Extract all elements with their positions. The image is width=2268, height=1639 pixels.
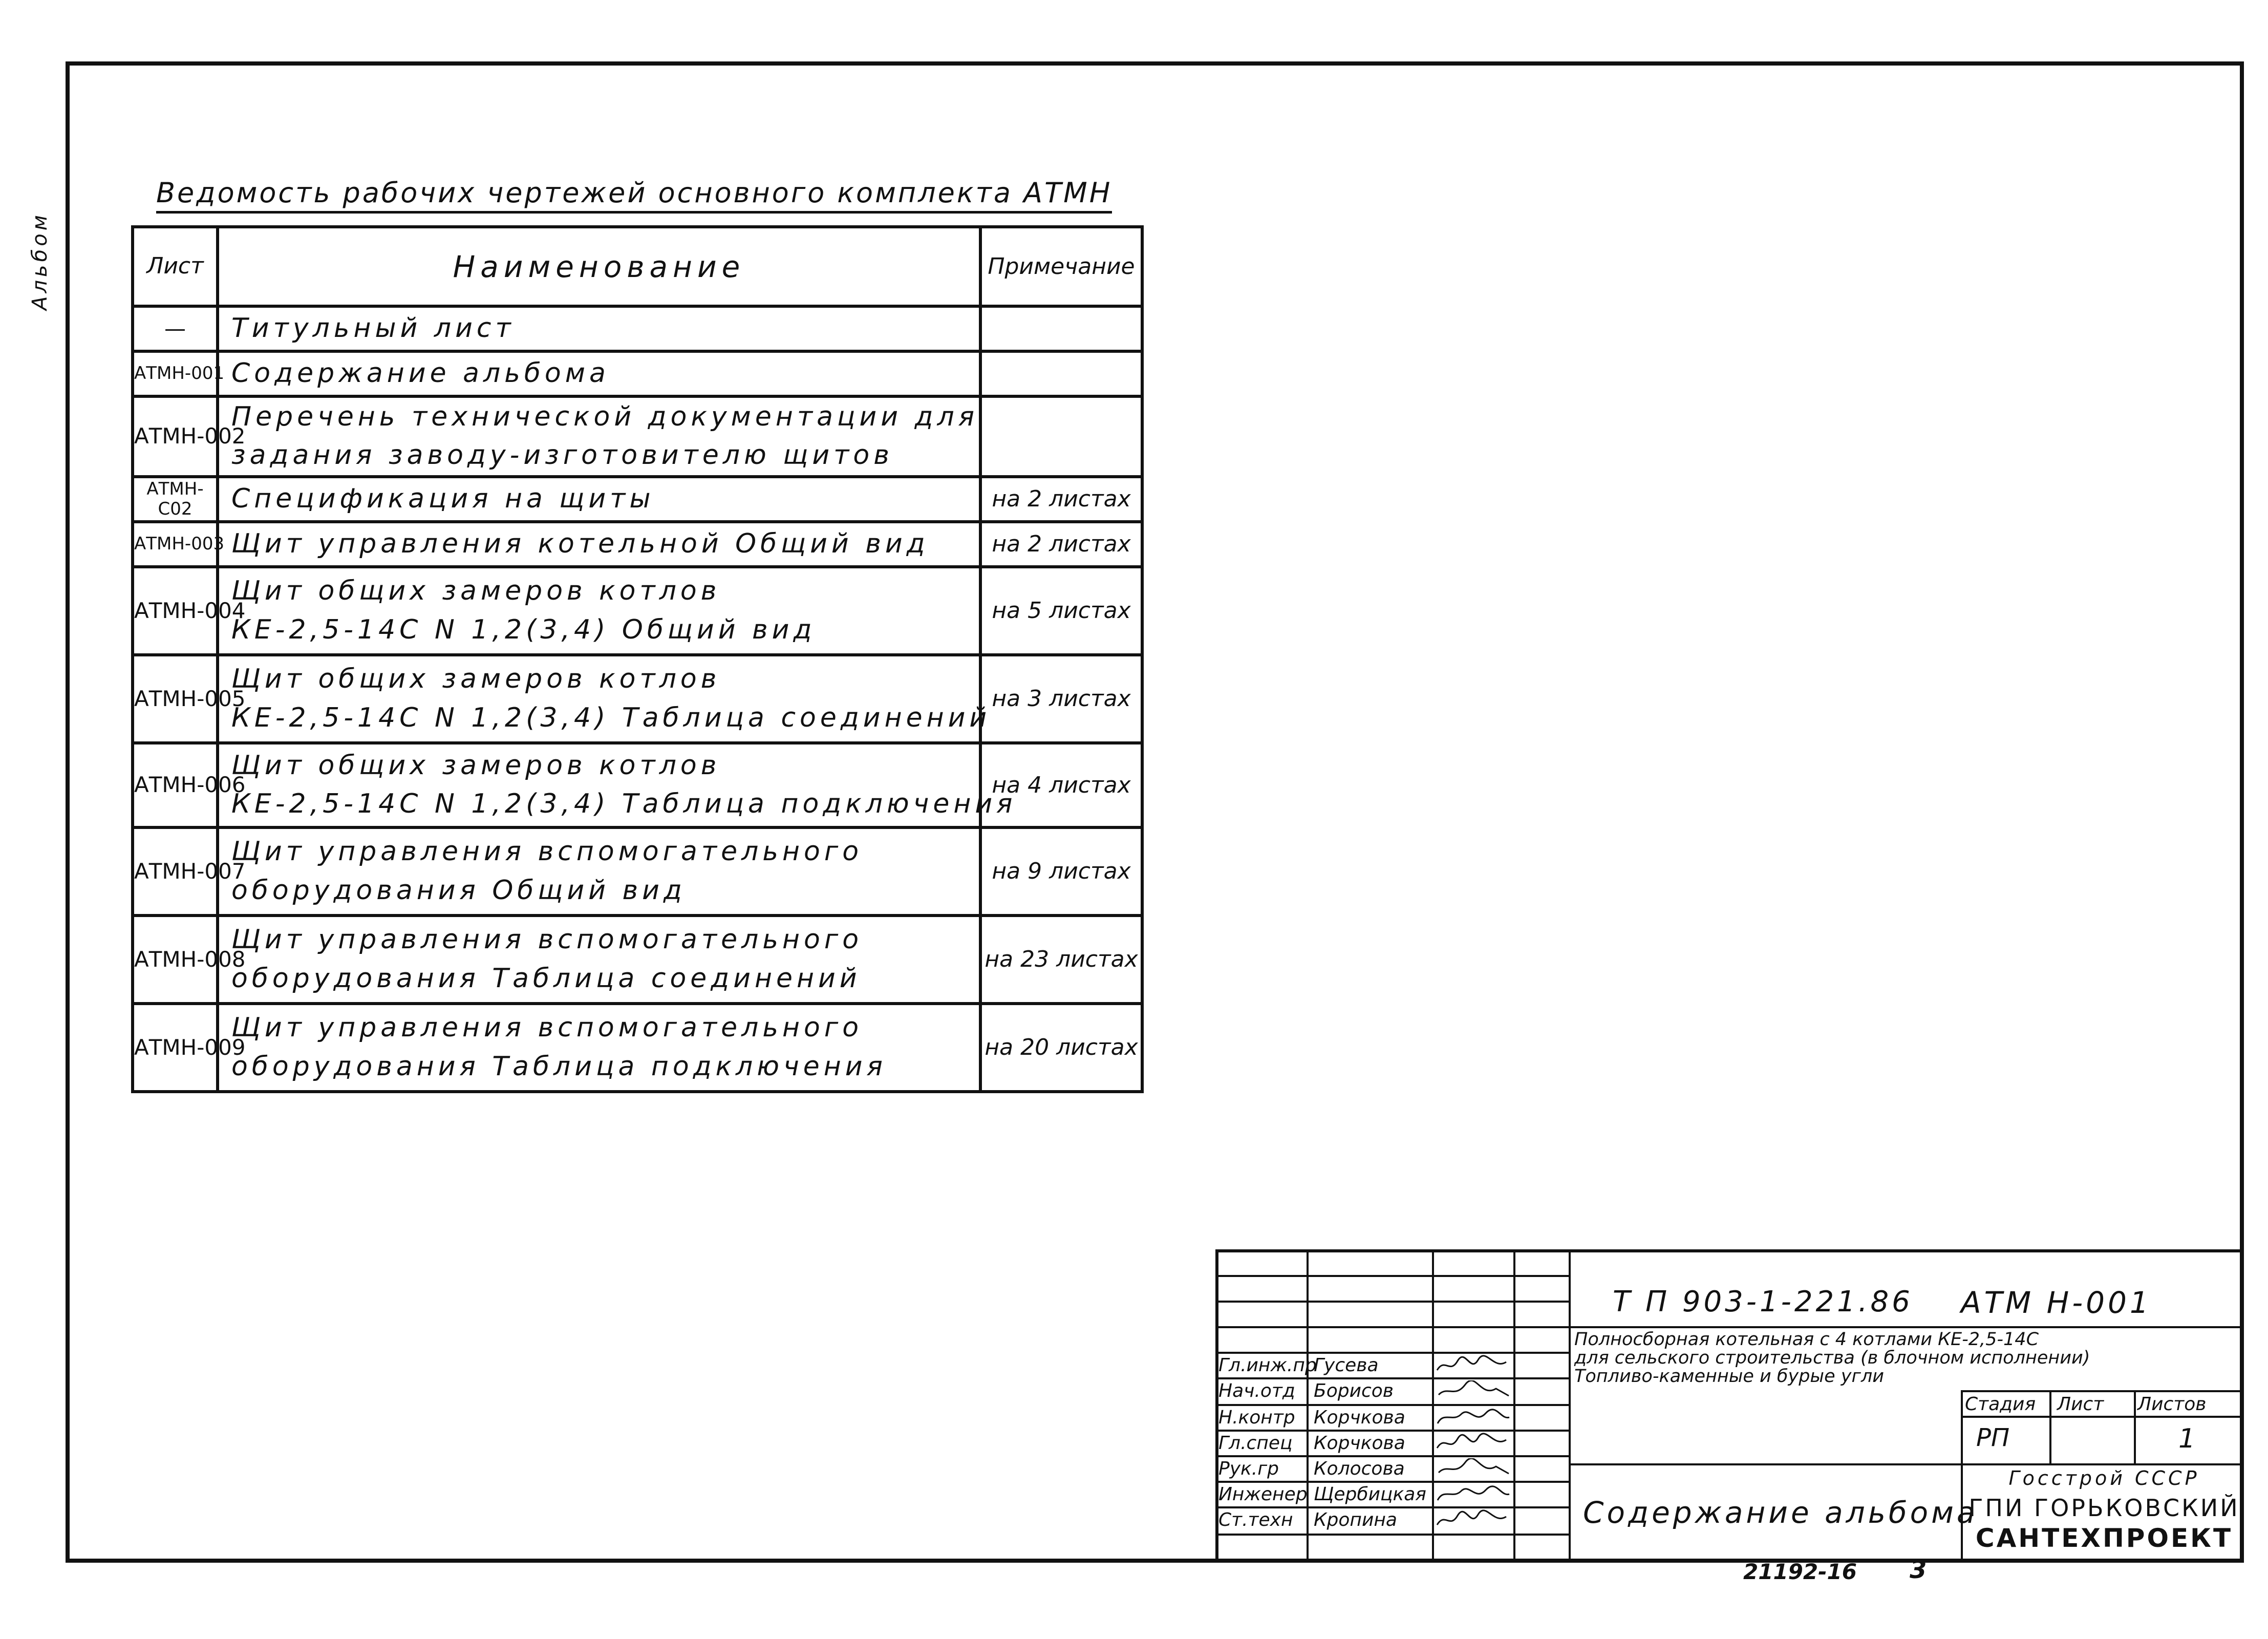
column-header-name: Наименование xyxy=(218,227,980,306)
sheet-name-line: КЕ-2,5-14С N 1,2(3,4) Таблица соединений xyxy=(231,702,991,733)
org-name: САНТЕХПРОЕКТ xyxy=(1975,1523,2233,1553)
tb-row-line xyxy=(1215,1275,1569,1277)
tb-divider xyxy=(1961,1390,1963,1463)
staff-name: Корчкова xyxy=(1314,1407,1405,1428)
sheet-name-cell xyxy=(218,743,1017,827)
sheet-note-cell: на 5 листах xyxy=(980,567,1142,655)
tb-row-line xyxy=(1961,1416,2244,1418)
document-title: Ведомость рабочих чертежей основного комплекта АТМН xyxy=(156,177,1112,214)
sheet-name-cell xyxy=(218,655,991,743)
sheet-name-cell xyxy=(218,522,980,567)
staff-role: Гл.инж.пр xyxy=(1218,1355,1317,1376)
sheet-code-cell: АТМН-005 xyxy=(133,655,218,743)
staff-role: Ст.техн xyxy=(1218,1509,1293,1530)
sheet-name-line: Щит общих замеров котлов xyxy=(231,576,721,607)
tb-divider xyxy=(1307,1249,1309,1563)
page-number: 3 xyxy=(1910,1556,1927,1584)
tb-row-line xyxy=(1215,1506,1569,1508)
signature xyxy=(1435,1458,1511,1479)
sheet-code-cell: АТМН-002 xyxy=(133,396,218,477)
sheet-code-cell: АТМН-007 xyxy=(133,827,218,916)
signature xyxy=(1435,1407,1511,1428)
sheet-name-line: оборудования Общий вид xyxy=(231,875,686,906)
signature xyxy=(1435,1380,1511,1401)
sheet-name-line: Щит общих замеров котлов xyxy=(231,664,721,695)
album-side-label: Альбом xyxy=(28,212,52,310)
staff-role: Рук.гр xyxy=(1218,1458,1279,1479)
sheet-note-cell xyxy=(980,351,1142,396)
tb-row-line xyxy=(1215,1430,1569,1432)
table-row xyxy=(133,306,1142,351)
sheet-name-cell xyxy=(218,1004,980,1092)
sheet-name-line: Спецификация на щиты xyxy=(231,483,655,515)
sheet-code-cell: АТМН-009 xyxy=(133,1004,218,1092)
tb-row-line xyxy=(1215,1404,1569,1406)
signature xyxy=(1435,1433,1511,1453)
sheet-name-cell xyxy=(218,396,980,477)
tb-divider xyxy=(1569,1249,1571,1563)
sheet-code-cell: АТМН-С02 xyxy=(133,477,218,522)
sheet-name-line: Перечень технической документации для xyxy=(231,401,978,432)
sheet-code-cell: АТМН-006 xyxy=(133,743,218,827)
sheet-name-cell xyxy=(218,351,980,396)
sheet-name-line: Титульный лист xyxy=(231,313,515,344)
signature xyxy=(1435,1484,1511,1504)
sheets-value: 1 xyxy=(2178,1423,2196,1454)
sheet-name-cell xyxy=(218,567,980,655)
staff-role: Инженер xyxy=(1218,1484,1308,1505)
tb-row-line xyxy=(1215,1377,1569,1379)
sheet-name-line: Щит общих замеров котлов xyxy=(231,750,721,781)
sheet-note-cell: на 2 листах xyxy=(980,477,1142,522)
sheet-code-cell: — xyxy=(133,306,218,351)
sheet-name-cell xyxy=(218,306,980,351)
stage-label: Стадия xyxy=(1965,1394,2036,1415)
staff-name: Колосова xyxy=(1314,1458,1405,1479)
sheet-code: АТМ Н-001 xyxy=(1961,1285,2152,1320)
tb-row-line xyxy=(1569,1326,2244,1328)
table-row xyxy=(133,477,1142,522)
sheet-note-cell xyxy=(980,306,1142,351)
signature xyxy=(1435,1355,1511,1375)
project-code: Т П 903-1-221.86 xyxy=(1613,1285,1913,1318)
sheet-code-cell: АТМН-004 xyxy=(133,567,218,655)
staff-name: Борисов xyxy=(1314,1380,1394,1401)
sheet-note-cell: на 2 листах xyxy=(980,522,1142,567)
staff-role: Н.контр xyxy=(1218,1407,1295,1428)
org-ministry: Госстрой СССР xyxy=(2008,1467,2200,1489)
table-row xyxy=(133,1004,1142,1092)
staff-role: Нач.отд xyxy=(1218,1380,1295,1401)
sheet-name-line: КЕ-2,5-14С N 1,2(3,4) Общий вид xyxy=(231,614,816,645)
sheet-note-cell: на 4 листах xyxy=(980,743,1142,827)
sheet-code-cell: АТМН-003 xyxy=(133,522,218,567)
tb-divider xyxy=(1432,1249,1434,1563)
table-row xyxy=(133,916,1142,1004)
project-description: Полносборная котельная с 4 котлами КЕ-2,5-14С для сельского строительства (в блочном исполнении) Топливо-каменные и бурые угли xyxy=(1574,1329,2090,1387)
sheet-name-cell xyxy=(218,477,980,522)
org-institute: ГПИ ГОРЬКОВСКИЙ xyxy=(1969,1494,2240,1522)
archive-number: 21192-16 xyxy=(1743,1559,1857,1584)
table-row xyxy=(133,827,1142,916)
drawings-list-table xyxy=(131,225,1144,1093)
drawing-name: Содержание альбома xyxy=(1583,1495,1978,1530)
sheet-name-line: Щит управления вспомогательного xyxy=(231,924,863,955)
tb-divider xyxy=(2049,1390,2051,1463)
sheet-label: Лист xyxy=(2057,1394,2104,1415)
sheet-code-cell: АТМН-001 xyxy=(133,351,218,396)
tb-divider xyxy=(2134,1390,2136,1463)
table-row xyxy=(133,743,1142,827)
tb-row-line xyxy=(1215,1455,1569,1457)
tb-row-line xyxy=(1215,1352,1569,1354)
sheet-note-cell: на 23 листах xyxy=(980,916,1142,1004)
table-row xyxy=(133,567,1142,655)
sheet-name-line: задания заводу-изготовителю щитов xyxy=(231,440,893,471)
stage-value: РП xyxy=(1976,1423,2010,1452)
sheet-name-line: Щит управления вспомогательного xyxy=(231,836,863,867)
tb-row-line xyxy=(1215,1534,1569,1536)
sheet-name-cell xyxy=(218,916,980,1004)
table-row xyxy=(133,396,1142,477)
tb-row-line xyxy=(1569,1463,2244,1465)
sheets-label: Листов xyxy=(2137,1394,2207,1415)
sheet-name-line: Содержание альбома xyxy=(231,358,610,389)
tb-row-line xyxy=(1961,1390,2244,1392)
sheet-name-line: оборудования Таблица подключения xyxy=(231,1051,887,1082)
tb-row-line xyxy=(1215,1481,1569,1483)
sheet-name-line: оборудования Таблица соединений xyxy=(231,963,861,994)
staff-name: Кропина xyxy=(1314,1509,1397,1530)
staff-role: Гл.спец xyxy=(1218,1433,1293,1454)
tb-divider xyxy=(1513,1249,1515,1563)
staff-name: Корчкова xyxy=(1314,1433,1405,1454)
staff-name: Щербицкая xyxy=(1314,1484,1426,1505)
sheet-name-cell xyxy=(218,827,980,916)
tb-row-line xyxy=(1215,1326,1569,1328)
sheet-note-cell: на 9 листах xyxy=(980,827,1142,916)
sheet-note-cell xyxy=(980,396,1142,477)
column-header-note: Примечание xyxy=(980,227,1142,306)
sheet-name-line: КЕ-2,5-14С N 1,2(3,4) Таблица подключения xyxy=(231,789,1017,820)
sheet-code-cell: АТМН-008 xyxy=(133,916,218,1004)
sheet-name-line: Щит управления вспомогательного xyxy=(231,1012,863,1044)
table-row xyxy=(133,522,1142,567)
column-header-sheet: Лист xyxy=(133,227,218,306)
sheet-note-cell: на 20 листах xyxy=(980,1004,1142,1092)
sheet-name-line: Щит управления котельной Общий вид xyxy=(231,528,929,560)
signature xyxy=(1435,1509,1511,1530)
table-row xyxy=(133,351,1142,396)
tb-row-line xyxy=(1215,1301,1569,1303)
table-header-row xyxy=(133,227,1142,306)
staff-name: Гусева xyxy=(1314,1355,1379,1376)
table-row xyxy=(133,655,1142,743)
sheet-note-cell: на 3 листах xyxy=(980,655,1142,743)
